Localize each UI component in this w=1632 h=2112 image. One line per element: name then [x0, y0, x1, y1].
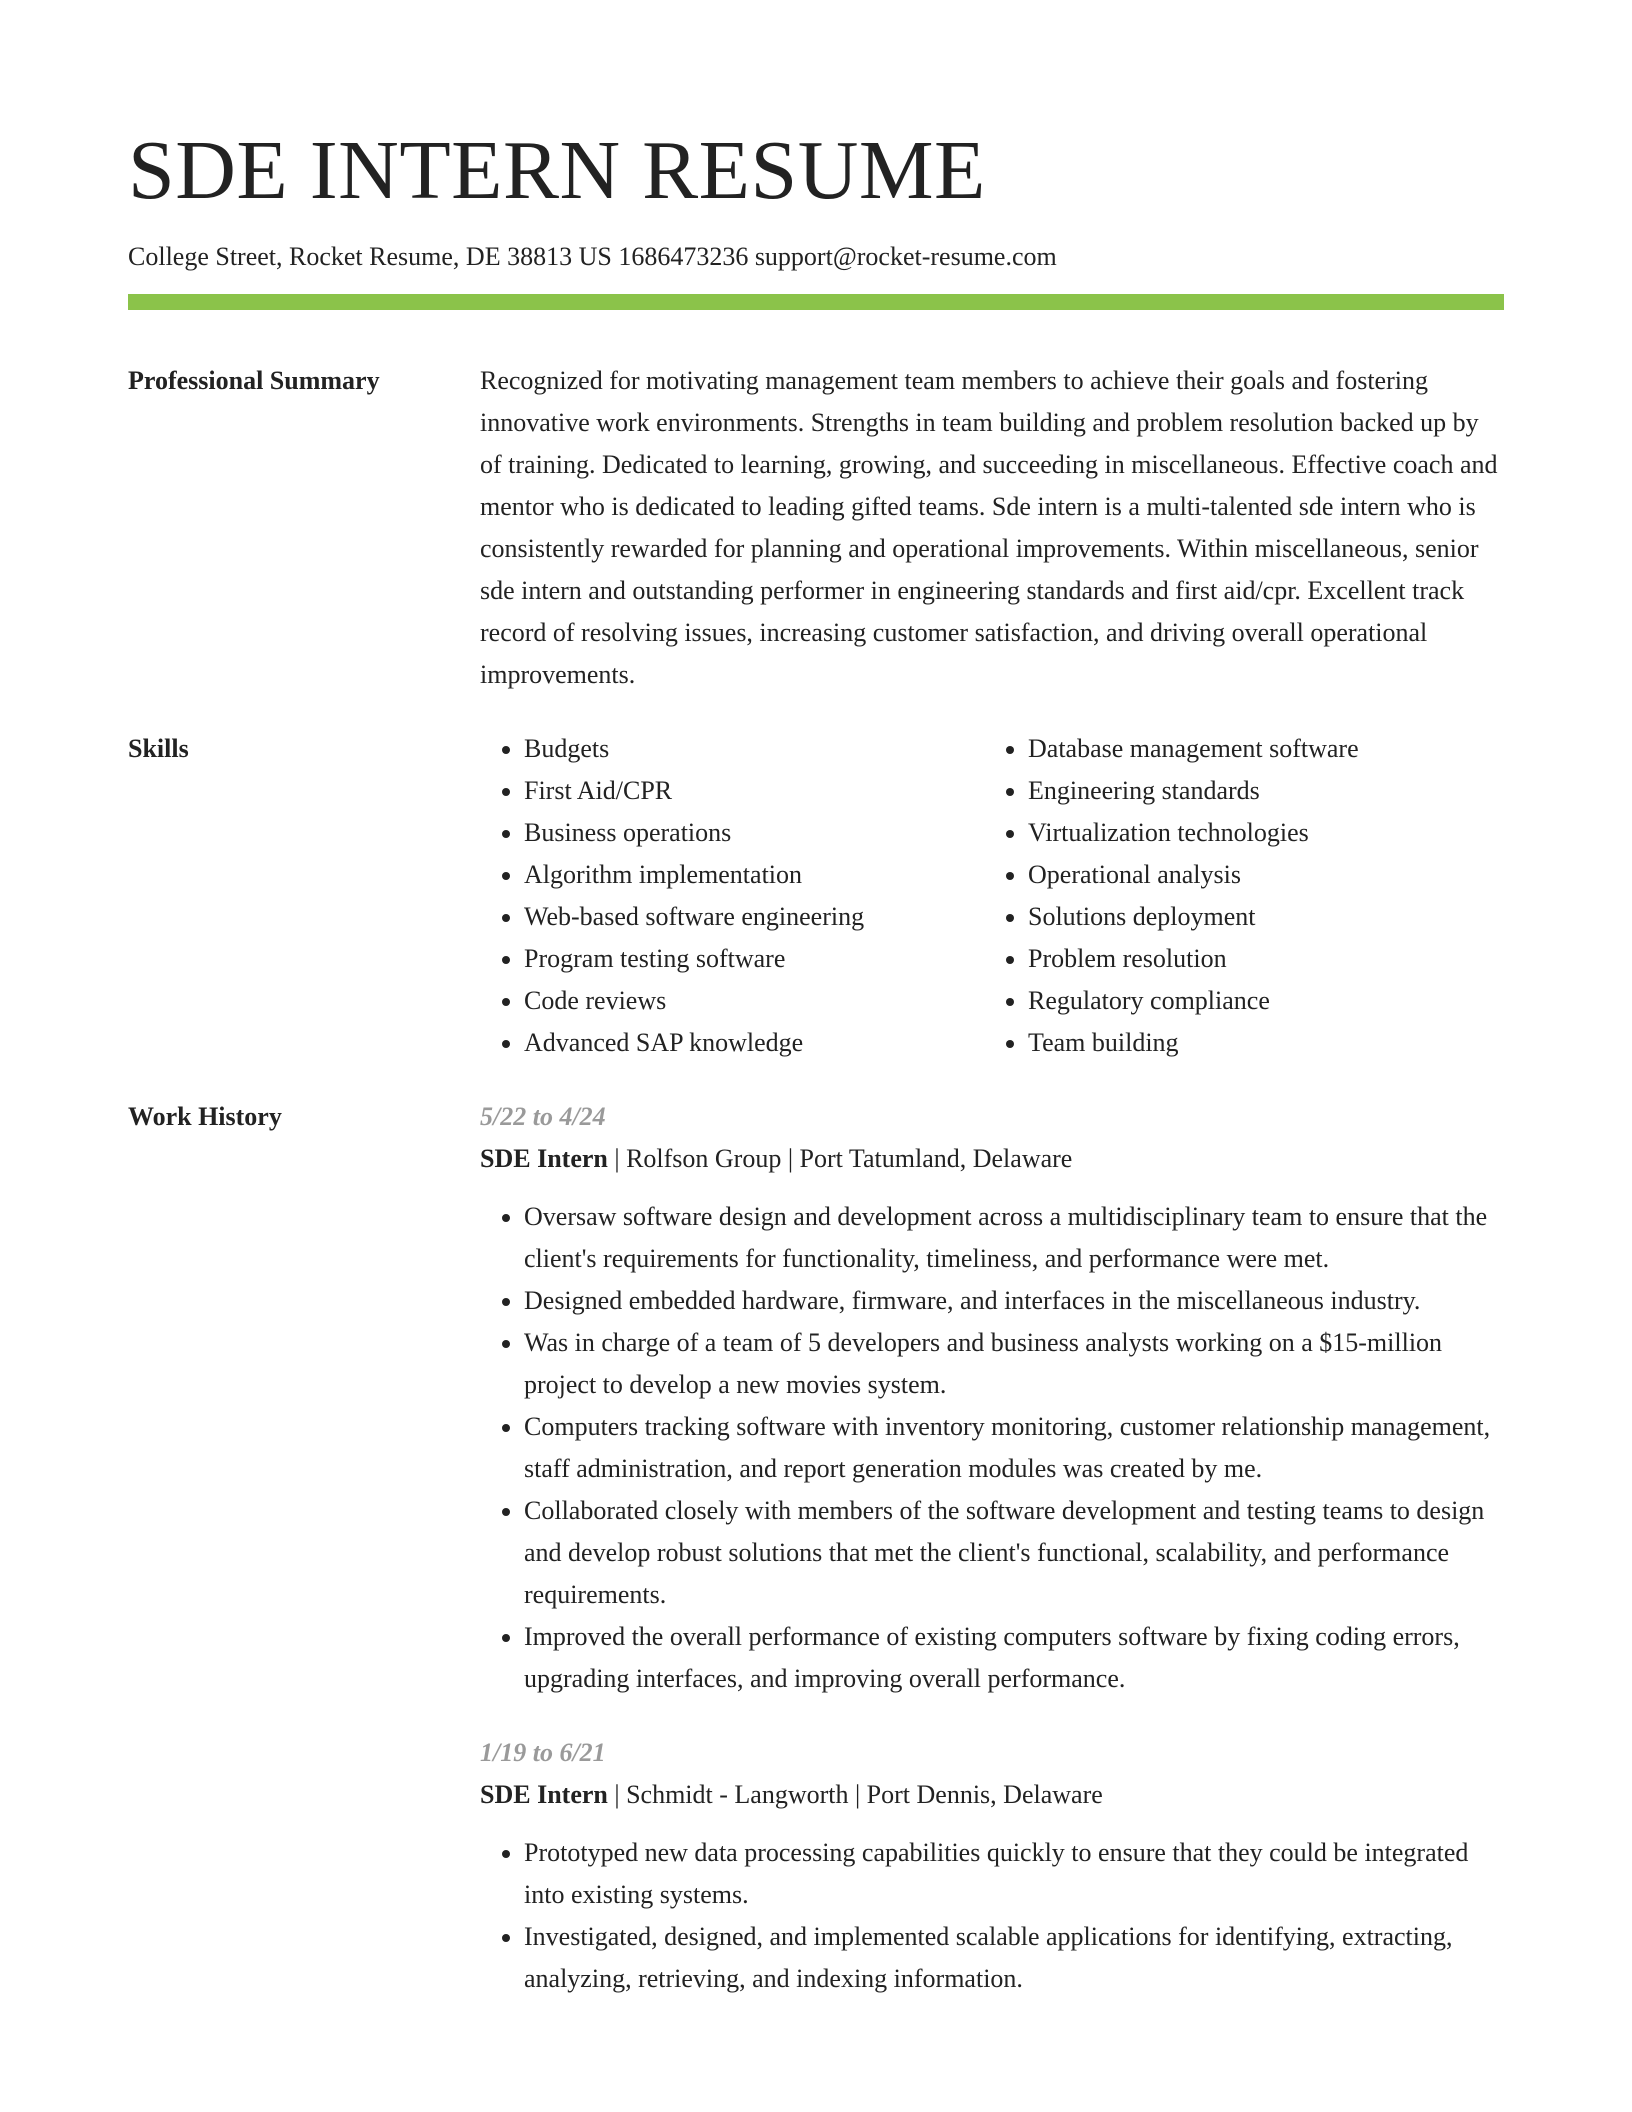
- job-bullet: • Collaborated closely with members of the software development and testing teams to design and develop robust solutions that met the client's functional, scalability, and performance requirements.: [524, 1490, 1504, 1616]
- skill-item: • Solutions deployment: [1028, 896, 1504, 938]
- job-bullet: • Was in charge of a team of 5 developers and business analysts working on a $15-million project to develop a new movies system.: [524, 1322, 1504, 1406]
- skill-item: • Code reviews: [524, 980, 984, 1022]
- skill-item: • Team building: [1028, 1022, 1504, 1064]
- job-bullet: • Oversaw software design and development across a multidisciplinary team to ensure that the client's requirements for functionality, timeliness, and performance were met.: [524, 1196, 1504, 1280]
- skills-list-left: [480, 728, 984, 1064]
- job-bullets: [480, 1196, 1504, 1700]
- skill-item: • Operational analysis: [1028, 854, 1504, 896]
- accent-divider: [128, 294, 1504, 310]
- job-title: SDE Intern: [480, 1780, 608, 1809]
- skills-section: [128, 728, 1504, 1064]
- resume-page: [128, 0, 1504, 2000]
- section-heading-work-history: Work History: [128, 1102, 282, 1131]
- summary-text: Recognized for motivating management team members to achieve their goals and fostering innovative work environments. Strengths in team building and problem resolution backed up by of training. Dedicated to learning, growing, and succeeding in miscellaneous. Effective coach and mentor who is dedicated to leading gifted teams. Sde intern is a multi-talented sde intern who is consistently rewarded for planning and operational improvements. Within miscellaneous, senior sde intern and outstanding performer in engineering standards and first aid/cpr. Excellent track record of resolving issues, increasing customer satisfaction, and driving overall operational improvements.: [480, 366, 1498, 689]
- skill-item: • Virtualization technologies: [1028, 812, 1504, 854]
- section-heading-skills: Skills: [128, 734, 189, 763]
- skill-item: • Business operations: [524, 812, 984, 854]
- work-history-section: [128, 1096, 1504, 2000]
- job-entry: [480, 1096, 1504, 1700]
- section-heading-summary: Professional Summary: [128, 366, 380, 395]
- job-dates: 5/22 to 4/24: [480, 1102, 606, 1131]
- job-bullet: • Prototyped new data processing capabilities quickly to ensure that they could be integrated into existing systems.: [524, 1832, 1504, 1916]
- skill-item: • Algorithm implementation: [524, 854, 984, 896]
- job-employer-location: | Rolfson Group | Port Tatumland, Delaware: [607, 1144, 1073, 1173]
- skill-item: • First Aid/CPR: [524, 770, 984, 812]
- skill-item: • Web-based software engineering: [524, 896, 984, 938]
- summary-section: [128, 360, 1504, 696]
- job-bullet: • Computers tracking software with inventory monitoring, customer relationship management, staff administration, and report generation modules was created by me.: [524, 1406, 1504, 1490]
- skill-item: • Advanced SAP knowledge: [524, 1022, 984, 1064]
- job-bullet: • Designed embedded hardware, firmware, and interfaces in the miscellaneous industry.: [524, 1280, 1504, 1322]
- skill-item: • Budgets: [524, 728, 984, 770]
- job-dates: 1/19 to 6/21: [480, 1738, 606, 1767]
- job-title: SDE Intern: [480, 1144, 608, 1173]
- skill-item: • Database management software: [1028, 728, 1504, 770]
- contact-info: College Street, Rocket Resume, DE 38813 US 1686473236 support@rocket-resume.com: [128, 242, 1057, 271]
- resume-title: SDE INTERN RESUME: [128, 124, 986, 217]
- job-employer-location: | Schmidt - Langworth | Port Dennis, Delaware: [607, 1780, 1103, 1809]
- skill-item: • Program testing software: [524, 938, 984, 980]
- job-bullet: • Investigated, designed, and implemented scalable applications for identifying, extracting, analyzing, retrieving, and indexing information.: [524, 1916, 1504, 2000]
- job-title-line: [480, 1774, 1504, 1816]
- skills-list-right: [984, 728, 1504, 1064]
- job-title-line: [480, 1138, 1504, 1180]
- skill-item: • Regulatory compliance: [1028, 980, 1504, 1022]
- skill-item: • Problem resolution: [1028, 938, 1504, 980]
- job-bullets: [480, 1832, 1504, 2000]
- skill-item: • Engineering standards: [1028, 770, 1504, 812]
- job-entry: [480, 1732, 1504, 2000]
- job-bullet: • Improved the overall performance of existing computers software by fixing coding errors, upgrading interfaces, and improving overall performance.: [524, 1616, 1504, 1700]
